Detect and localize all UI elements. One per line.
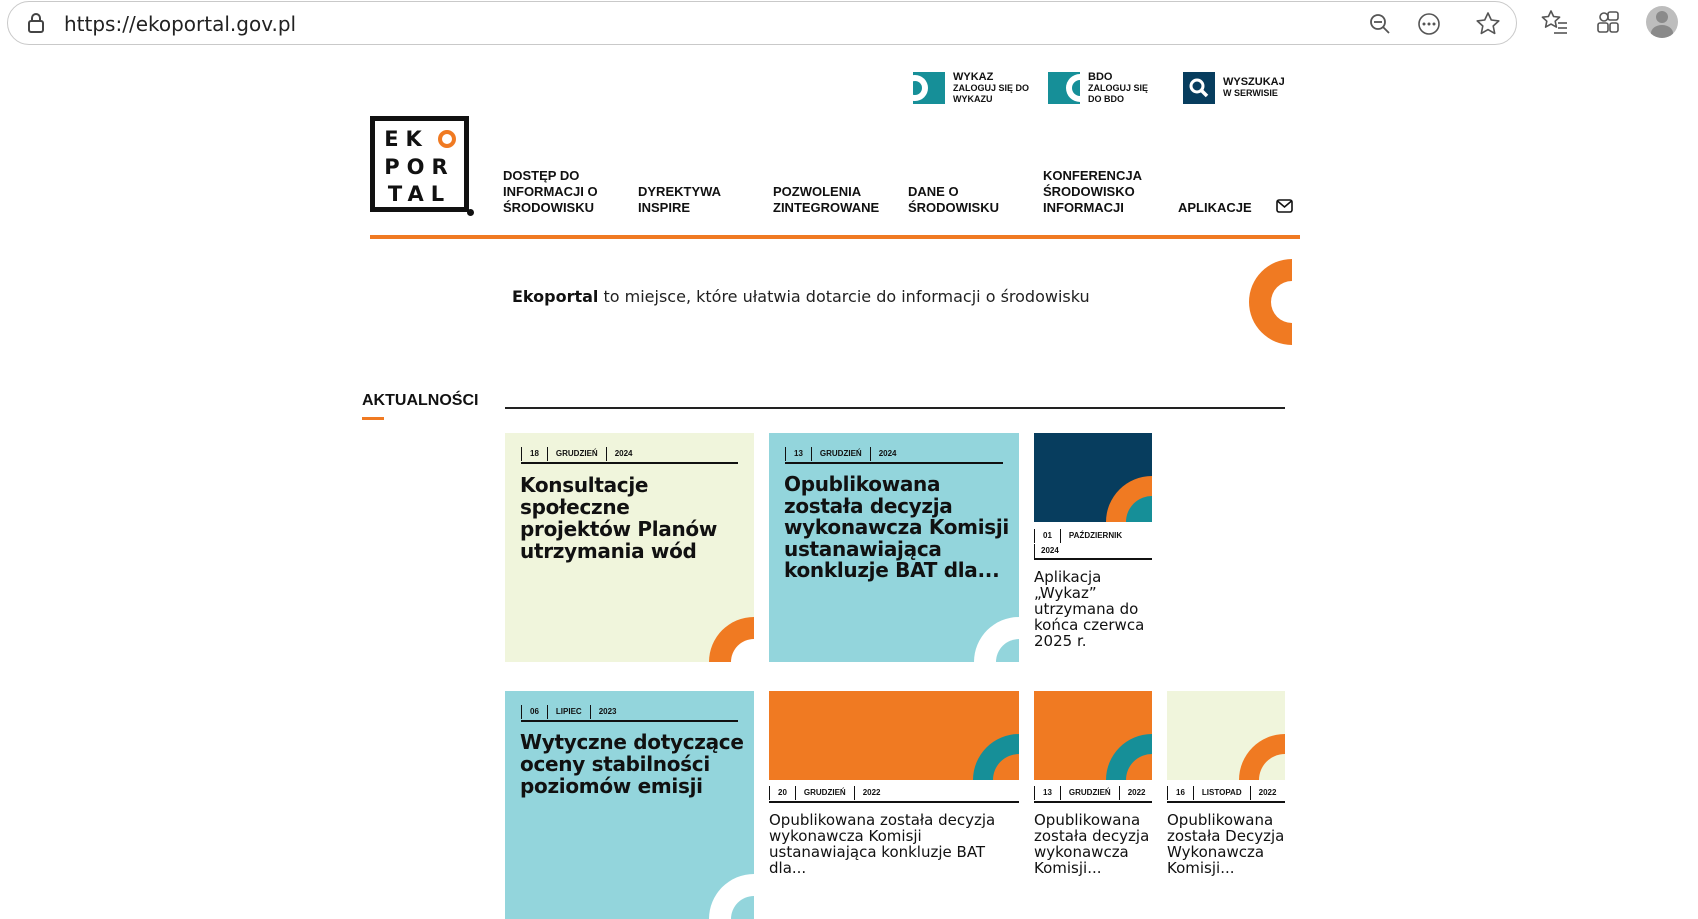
news-title: Opublikowana została Decyzja Wykonawcza Komisji... [1167,811,1285,877]
nav-aplikacje[interactable]: APLIKACJE [1178,200,1252,215]
news-card[interactable] [505,433,754,662]
browser-toolbar [0,0,1698,50]
news-title: Aplikacja „Wykaz” utrzymana do końca czerwca 2025 r. [1034,568,1145,650]
nav-konferencja[interactable]: KONFERENCJA ŚRODOWISKO INFORMACJI [1043,168,1142,215]
lock-icon[interactable] [26,12,46,34]
date-divider [521,462,738,464]
news-date: 20 GRUDZIEŃ 2022 [769,786,888,800]
favorites-list-icon[interactable] [1541,9,1569,35]
date-divider [1034,558,1152,560]
logo-row-3: TAL [387,182,452,206]
news-date: 16 LISTOPAD 2022 [1167,786,1284,800]
favorite-star-icon[interactable] [1475,11,1501,37]
orange-ring-decoration [1248,259,1292,345]
news-date: 01 PAŹDZIERNIK 2024 [1034,529,1152,559]
quick-link-subtitle: ZALOGUJ SIĘ DO BDO [1088,82,1149,104]
news-card[interactable] [1034,433,1152,658]
profile-avatar[interactable] [1646,6,1678,38]
logo-dot [467,209,474,216]
date-divider [1034,801,1152,803]
news-date: 13 GRUDZIEŃ 2022 [1034,786,1152,800]
quick-link-title: BDO [1088,70,1113,83]
white-ring-icon [974,617,1019,662]
news-heading-underline [362,417,384,420]
nav-divider [370,235,1300,239]
news-card[interactable] [1034,691,1152,881]
ekoportal-logo[interactable] [370,116,469,212]
news-title: Opublikowana została decyzja wykonawcza Komisji ustanawiająca konkluzje BAT dla... [784,472,1009,582]
news-card[interactable] [1167,691,1285,881]
logo-row-1: EK [384,127,429,151]
search-icon [1183,72,1215,104]
news-thumbnail [1034,433,1152,522]
news-thumbnail [1034,691,1152,780]
news-card[interactable] [769,691,1019,881]
news-date: 18 GRUDZIEŃ 2024 [521,447,640,461]
nav-dyrektywa-inspire[interactable]: DYREKTYWA INSPIRE [638,184,721,215]
quick-link-subtitle: W SERWISIE [1223,88,1278,98]
date-divider [785,462,1003,464]
logo-row-2: POR [384,155,455,179]
news-card[interactable] [769,433,1019,662]
nav-dostep-do-informacji[interactable]: DOSTĘP DO INFORMACJI O ŚRODOWISKU [503,168,598,215]
news-thumbnail [1167,691,1285,780]
news-date: 13 GRUDZIEŃ 2024 [785,447,904,461]
news-heading: AKTUALNOŚCI [362,392,479,409]
news-thumbnail [769,691,1019,780]
news-title: Opublikowana została decyzja wykonawcza Komisji ustanawiająca konkluzje BAT dla... [769,811,996,877]
nav-dane-o-srodowisku[interactable]: DANE O ŚRODOWISKU [908,184,999,215]
address-bar[interactable] [7,1,1517,45]
logo-o-ring-icon [438,130,456,148]
bdo-icon [1048,72,1080,104]
news-title: Wytyczne dotyczące oceny stabilności poziomów emisji [520,730,744,798]
news-card[interactable] [505,691,754,919]
quick-link-wykaz[interactable] [913,72,1031,104]
nav-pozwolenia-zintegrowane[interactable]: POZWOLENIA ZINTEGROWANE [773,184,880,215]
orange-ring-icon [709,617,754,662]
news-date: 06 LIPIEC 2023 [521,705,624,719]
collections-icon[interactable] [1595,9,1621,35]
news-title: Konsultacje społeczne projektów Planów utrzymania wód [520,473,718,563]
url-text[interactable]: https://ekoportal.gov.pl [64,12,297,36]
news-heading-line [505,407,1285,409]
date-divider [1167,801,1285,803]
quick-link-title: WYKAZ [953,70,994,83]
more-options-icon[interactable] [1417,12,1441,36]
white-ring-icon [709,874,754,919]
quick-link-title: WYSZUKAJ [1223,76,1285,88]
quick-link-subtitle: ZALOGUJ SIĘ DO WYKAZU [953,82,1030,104]
tagline: Ekoportal to miejsce, które ułatwia dotarcie do informacji o środowisku [512,287,1090,306]
date-divider [521,720,738,722]
news-title: Opublikowana została decyzja wykonawcza Komisji... [1034,811,1150,877]
date-divider [769,801,1019,803]
wykaz-icon [913,72,945,104]
quick-link-bdo[interactable] [1048,72,1158,104]
zoom-out-icon[interactable] [1368,12,1392,36]
mail-icon[interactable] [1276,199,1293,213]
quick-link-search[interactable] [1183,72,1285,104]
